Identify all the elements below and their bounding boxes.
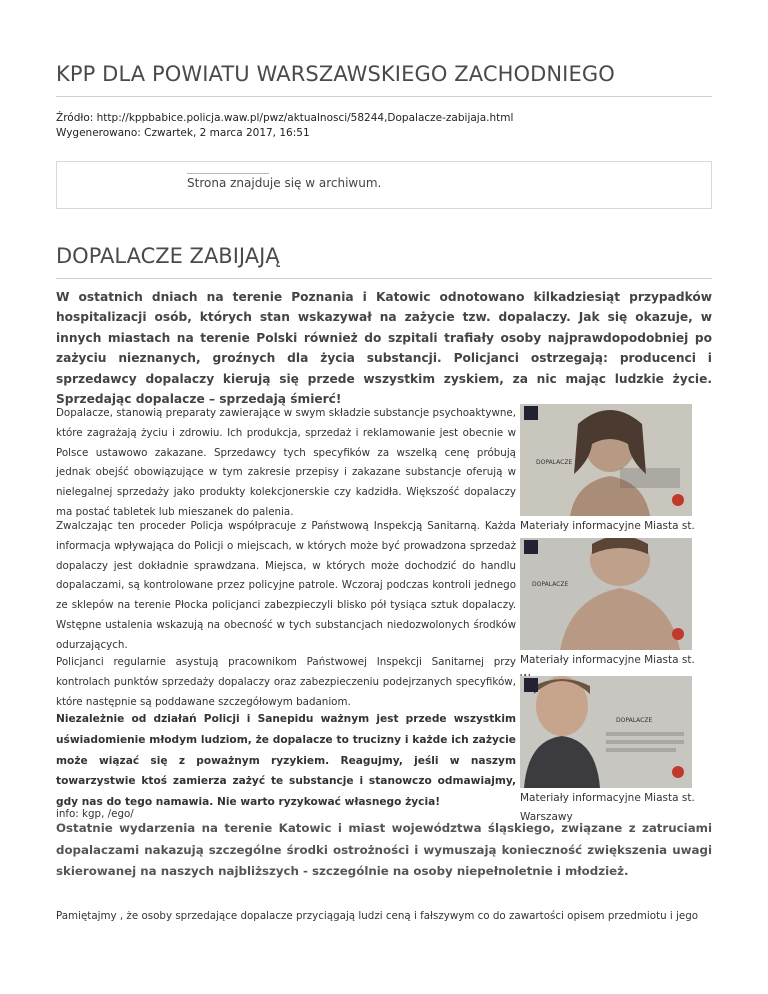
paragraph-1: Dopalacze, stanowią preparaty zawierające w swym składzie substancje psychoaktywne, które zagrażają życiu i zdrowiu. Ich produkcja, sprzedaż i reklamowanie jest obecnie w Polsce ustawowo zakazane. Sprzedawcy tych specyfików za wszelką cenę próbują jednak obejść obowiązujące w tym zakresie przepisy i zakazane substancje oferują w nielegalnej sprzedaży jako produkty kolekcjonerskie czy kadzidła. Większość dopalaczy ma postać tabletek lub mieszanek do palenia. <box>56 407 516 518</box>
site-title: KPP DLA POWIATU WARSZAWSKIEGO ZACHODNIEGO <box>56 62 615 86</box>
info-source: info: kgp, /ego/ <box>56 808 134 820</box>
archive-notice: Strona znajduje się w archiwum. <box>187 176 382 190</box>
paragraph-4: Niezależnie od działań Policji i Sanepidu ważnym jest przede wszystkim uświadomienie młodym ludziom, że dopalacze to trucizny i każde ich zażycie może wiązać się z poważnym ryzykiem. Reagujmy, jeśli w naszym towarzystwie ktoś zamierza zażyć te substancje i stanowczo odmawiajmy, gdy nas do tego namawia. Nie warto ryzykować własnego życia! <box>56 713 516 809</box>
article-title: DOPALACZE ZABIJAJĄ <box>56 244 280 268</box>
figure-caption-2: Materiały informacyjne Miasta st. <box>520 654 695 666</box>
title-divider <box>56 96 712 97</box>
generated-line: Wygenerowano: Czwartek, 2 marca 2017, 16:51 <box>56 127 310 139</box>
source-line: Źródło: http://kppbabice.policja.waw.pl/pwz/aktualnosci/58244,Dopalacze-zabijaja.html <box>56 112 514 124</box>
poster-image-2[interactable] <box>520 538 692 650</box>
article-lead: W ostatnich dniach na terenie Poznania i Katowic odnotowano kilkadziesiąt przypadków hospitalizacji osób, których stan wskazywał na zażycie tzw. dopalaczy. Jak się okazuje, w innych miastach na terenie Polski również do szpitali trafiały osoby najprawdopodobniej po zażyciu nieznanych, groźnych dla życia substancji. Policjanci ostrzegają: producenci i sprzedawcy dopalaczy kierują się przede wszystkim zyskiem, za nic mając ludzkie życie. Sprzedając dopalacze – sprzedają śmierć! <box>56 290 712 407</box>
poster-image-3[interactable] <box>520 676 692 788</box>
figure-1 <box>520 404 712 555</box>
last-paragraph: Pamiętajmy , że osoby sprzedające dopalacze przyciągają ludzi ceną i fałszywym co do zawartości opisem przedmiotu i jego <box>56 910 699 922</box>
figure-caption-1: Materiały informacyjne Miasta st. <box>520 520 695 532</box>
meta-block <box>56 111 513 141</box>
poster-label: DOPALACZE <box>532 581 569 588</box>
paragraph-2: Zwalczając ten proceder Policja współpracuje z Państwową Inspekcją Sanitarną. Każda informacja wpływająca do Policji o miejscach, w których może być prowadzona sprzedaż dopalaczy jest dokładnie sprawdzana. Miejsca, w których może dochodzić do handlu dopalaczami, są kontrolowane przez policyjne patrole. Wczoraj podczas kontroli jednego ze sklepów na terenie Płocka policjanci zabezpieczyli blisko pół tysiąca sztuk dopalaczy. Wstępne ustalenia wskazują na obecność w tych substancjach niedozwolonych środków odurzających. <box>56 520 516 651</box>
article-title-divider <box>56 278 712 279</box>
figure-3 <box>520 676 712 827</box>
figure-2 <box>520 538 712 689</box>
archive-divider <box>187 173 269 174</box>
poster-label: DOPALACZE <box>616 717 653 724</box>
archive-notice-box <box>56 161 712 209</box>
figure-caption-3: Materiały informacyjne Miasta st. Warszawy <box>520 792 695 823</box>
closing-paragraph: Ostatnie wydarzenia na terenie Katowic i miast województwa śląskiego, związane z zatruciami dopalaczami nakazują szczególne środki ostrożności i wymuszają konieczność zwiększenia uwagi skierowanej na naszych najbliższych - szczególnie na osoby niepełnoletnie i młodzież. <box>56 821 712 879</box>
poster-image-1[interactable] <box>520 404 692 516</box>
paragraph-3: Policjanci regularnie asystują pracownikom Państwowej Inspekcji Sanitarnej przy kontrolach punktów sprzedaży dopalaczy oraz zabezpieczeniu podejrzanych specyfików, które następnie są poddawane szczegółowym badaniom. <box>56 656 516 708</box>
poster-label: DOPALACZE <box>536 459 573 466</box>
